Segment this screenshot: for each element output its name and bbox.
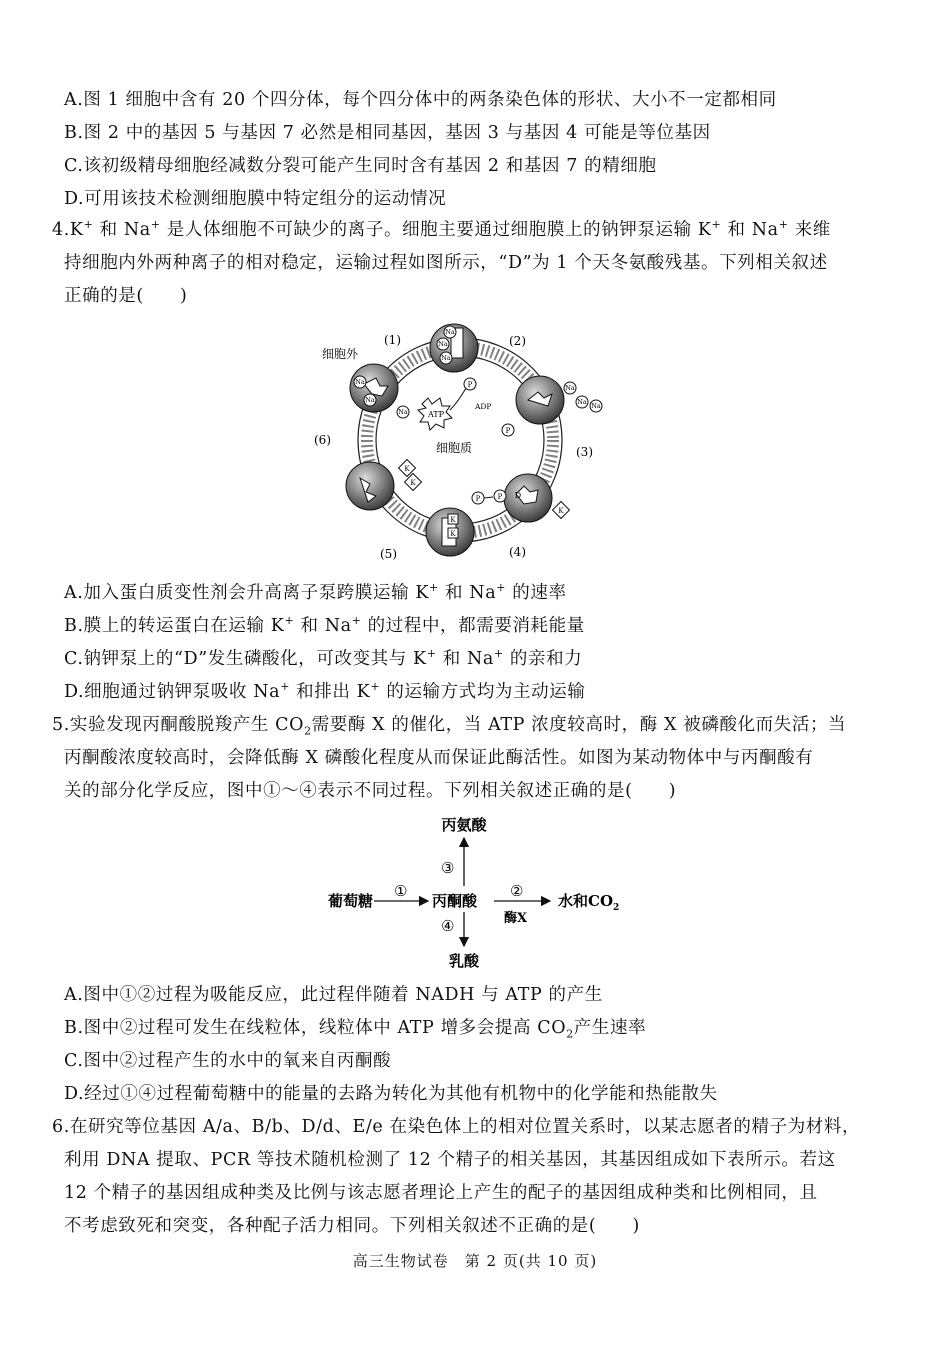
svg-text:Na: Na [445, 328, 455, 336]
pump-protein-5 [346, 462, 394, 510]
q4-stem-line1: 4.K+ 和 Na+ 是人体细胞不可缺少的离子。细胞主要通过细胞膜上的钠钾泵运输 K+ 和 Na+ 来维 [52, 218, 831, 240]
stage-2-label: (2) [509, 334, 526, 348]
stage-4-label: (4) [509, 545, 526, 559]
svg-text:P: P [475, 495, 481, 503]
svg-text:D: D [514, 491, 522, 500]
stage-5-label: (5) [380, 547, 397, 561]
label-enzyme-x: 酶X [504, 911, 528, 926]
label-process-1: ① [394, 882, 408, 900]
svg-text:K: K [404, 465, 410, 473]
svg-text:Na: Na [398, 408, 408, 416]
q5-stem-line1: 5.实验发现丙酮酸脱羧产生 $CO_2$需要酶 X 的催化，当 ATP 浓度较高时，酶 X 被磷酸化而失活；当 [52, 715, 847, 738]
svg-text:ADP: ADP [475, 402, 492, 411]
svg-text:K: K [450, 530, 456, 538]
q5-option-d: D.经过①④过程葡萄糖中的能量的去路为转化为其他有机物中的化学能和热能散失 [64, 1084, 718, 1104]
node-water-co2: 水和$CO_2$ [558, 892, 620, 913]
svg-text:ATP: ATP [427, 410, 445, 419]
stage-3-label: (3) [576, 445, 593, 459]
svg-text:Na: Na [365, 396, 375, 404]
pyruvate-pathway-figure [300, 808, 630, 974]
q5-option-c: C.图中②过程产生的水中的氧来自丙酮酸 [64, 1051, 392, 1071]
node-glucose: 葡萄糖 [328, 892, 374, 910]
q5-option-a: A.图中①②过程为吸能反应，此过程伴随着 NADH 与 ATP 的产生 [64, 985, 603, 1005]
svg-text:K: K [558, 507, 564, 515]
svg-text:Na: Na [355, 378, 365, 386]
stage-6-label: (6) [314, 433, 331, 447]
q6-stem-line1: 6.在研究等位基因 A/a、B/b、D/d、E/e 在染色体上的相对位置关系时，以某志愿者的精子为材料， [52, 1117, 861, 1137]
q3-option-b: B.图 2 中的基因 5 与基因 7 必然是相同基因，基因 3 与基因 4 可能是等位基因 [64, 123, 711, 143]
svg-text:K: K [410, 479, 416, 487]
q4-stem-line2: 持细胞内外两种离子的相对稳定，运输过程如图所示，“D”为 1 个天冬氨酸残基。下列相关叙述 [64, 253, 828, 273]
pump-protein-2 [516, 376, 564, 424]
q6-stem-line2: 利用 DNA 提取、PCR 等技术随机检测了 12 个精子的相关基因，其基因组成如下表所示。若这 [64, 1150, 836, 1170]
sodium-potassium-pump-figure [300, 318, 630, 568]
label-process-2: ② [510, 882, 524, 900]
svg-text:Na: Na [441, 354, 451, 362]
q4-option-b: B.膜上的转运蛋白在运输 K+ 和 Na+ 的过程中，都需要消耗能量 [64, 614, 585, 636]
q5-stem-line3: 关的部分化学反应，图中①～④表示不同过程。下列相关叙述正确的是( ) [64, 781, 677, 801]
q3-option-c: C.该初级精母细胞经减数分裂可能产生同时含有基因 2 和基因 7 的精细胞 [64, 156, 657, 176]
q3-option-d: D.可用该技术检测细胞膜中特定组分的运动情况 [64, 189, 447, 209]
q4-option-a: A.加入蛋白质变性剂会升高离子泵跨膜运输 K+ 和 Na+ 的速率 [64, 581, 567, 603]
svg-text:P: P [467, 381, 473, 389]
node-pyruvate: 丙酮酸 [432, 892, 478, 910]
label-process-3: ③ [441, 859, 455, 877]
svg-text:P: P [505, 427, 511, 435]
svg-text:P: P [497, 493, 503, 501]
node-lactate: 乳酸 [448, 952, 480, 970]
svg-text:Na: Na [438, 340, 448, 348]
label-process-4: ④ [441, 917, 455, 935]
svg-text:Na: Na [591, 402, 601, 410]
q3-option-a: A.图 1 细胞中含有 20 个四分体，每个四分体中的两条染色体的形状、大小不一定都相同 [64, 90, 777, 110]
svg-text:Na: Na [565, 384, 575, 392]
q4-option-c: C.钠钾泵上的“D”发生磷酸化，可改变其与 K+ 和 Na+ 的亲和力 [64, 647, 583, 669]
svg-text:K: K [450, 516, 456, 524]
label-cytoplasm: 细胞质 [436, 441, 473, 455]
q5-stem-line2: 丙酮酸浓度较高时，会降低酶 X 磷酸化程度从而保证此酶活性。如图为某动物体中与丙酮酸有 [64, 748, 814, 768]
q6-stem-line4: 不考虑致死和突变，各种配子活力相同。下列相关叙述不正确的是( ) [64, 1216, 640, 1236]
page-footer: 高三生物试卷 第 2 页(共 10 页) [352, 1252, 598, 1270]
q4-stem-line3: 正确的是( ) [64, 286, 188, 306]
q6-stem-line3: 12 个精子的基因组成种类及比例与该志愿者理论上产生的配子的基因组成种类和比例相同，且 [64, 1183, 818, 1203]
stage-1-label: (1) [384, 333, 401, 347]
node-alanine: 丙氨酸 [441, 816, 487, 834]
q5-option-b: B.图中②过程可发生在线粒体，线粒体中 ATP 增多会提高 $CO_2$产生速率 [64, 1018, 647, 1041]
q4-option-d: D.细胞通过钠钾泵吸收 Na+ 和排出 K+ 的运输方式均为主动运输 [64, 680, 586, 702]
label-outside: 细胞外 [322, 347, 359, 361]
svg-text:Na: Na [577, 398, 587, 406]
atp-burst [418, 388, 491, 430]
pump-protein-3 [504, 474, 552, 522]
